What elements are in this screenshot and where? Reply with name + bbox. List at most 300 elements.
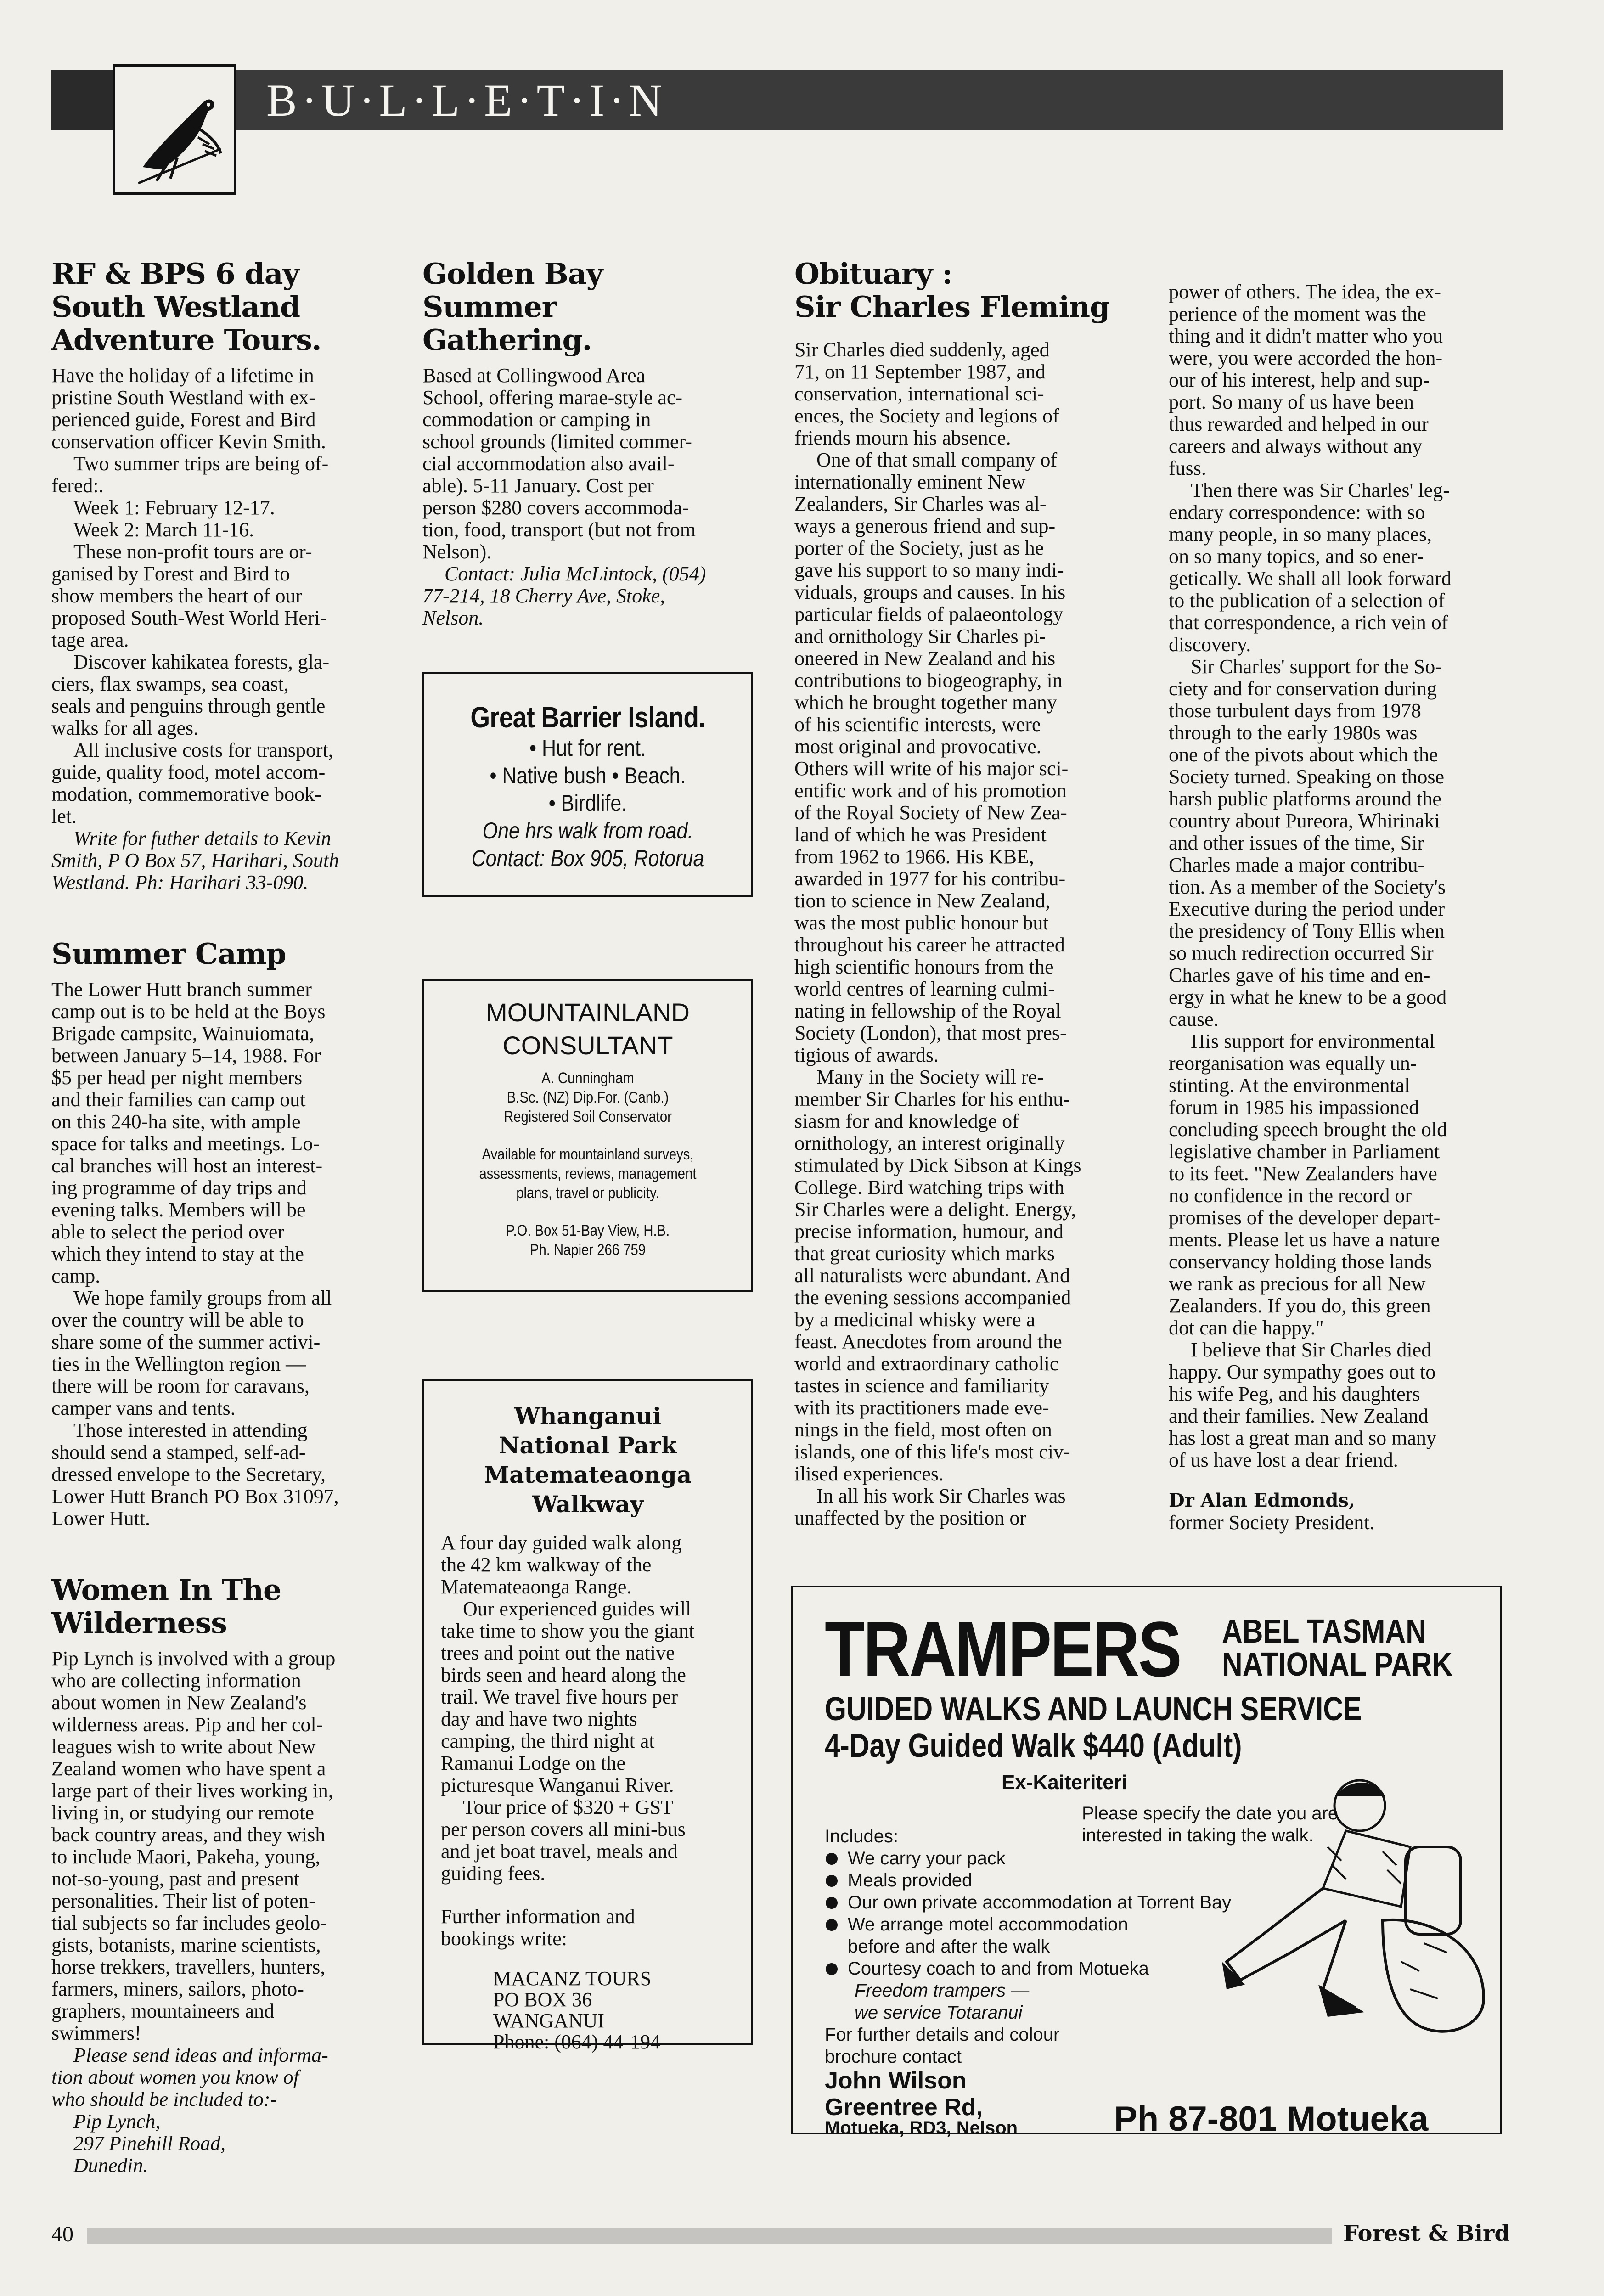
- text-line: Sir Charles' support for the So-: [1191, 655, 1442, 678]
- text-line: thing and it didn't matter who you: [1169, 325, 1443, 347]
- text-line: picturesque Wanganui River.: [441, 1774, 674, 1796]
- text-line: awarded in 1977 for his contribu-: [794, 867, 1066, 890]
- heading-line: Gathering.: [422, 323, 592, 357]
- text-line: to the publication of a selection of: [1169, 589, 1445, 612]
- text-line: Greentree Rd,: [825, 2094, 983, 2121]
- ad-contact-name: [825, 2067, 983, 2121]
- rf-tours-heading: [51, 257, 382, 356]
- text-line: who are collecting information: [51, 1669, 301, 1692]
- text-line: that great curiosity which marks: [794, 1242, 1055, 1265]
- text-line: gave his support to so many indi-: [794, 559, 1064, 581]
- text-line: the presidency of Tony Ellis when: [1169, 920, 1445, 942]
- text-line: who should be included to:-: [51, 2088, 277, 2110]
- footer-rule: [87, 2228, 1332, 2244]
- text-line: conservancy holding those lands: [1169, 1250, 1432, 1273]
- text-line: For further details and colour: [825, 2025, 1060, 2045]
- text-line: day and have two nights: [441, 1708, 637, 1730]
- text-line: large part of their lives working in,: [51, 1779, 333, 1802]
- text-line: perienced guide, Forest and Bird: [51, 408, 316, 431]
- text-line: camping, the third night at: [441, 1730, 655, 1752]
- text-line: graphers, mountaineers and: [51, 2000, 275, 2022]
- text-line: guiding fees.: [441, 1862, 546, 1885]
- text-line: One of that small company of: [816, 449, 1058, 471]
- ad-price: 4-Day Guided Walk $440 (Adult): [825, 1728, 1242, 1764]
- text-line: proposed South-West World Heri-: [51, 607, 327, 629]
- text-line: ences, the Society and legions of: [794, 405, 1059, 427]
- ad-line: plans, travel or publicity.: [516, 1184, 659, 1202]
- text-line: reorganisation was equally un-: [1169, 1052, 1417, 1075]
- text-line: tion to science in New Zealand,: [794, 889, 1051, 912]
- text-line: Further information and: [441, 1905, 635, 1928]
- tramper-illustration-icon: [1208, 1769, 1493, 2090]
- text-line: birds seen and heard along the: [441, 1664, 686, 1686]
- text-line: camp.: [51, 1265, 101, 1287]
- ad-park-line: NATIONAL PARK: [1222, 1646, 1453, 1683]
- text-line: precise information, humour, and: [794, 1220, 1064, 1243]
- text-line: the evening sessions accompanied: [794, 1286, 1071, 1309]
- text-line: we rank as precious for all New: [1169, 1272, 1426, 1295]
- heading-line: Women In The: [51, 1573, 281, 1607]
- text-line: tastes in science and familiarity: [794, 1374, 1049, 1397]
- text-line: unaffected by the position or: [794, 1507, 1027, 1529]
- obituary-body: [794, 339, 1120, 1529]
- text-line: so much redirection occurred Sir: [1169, 942, 1434, 964]
- magazine-name: Forest & Bird: [1343, 2221, 1510, 2246]
- list-item-label: Courtesy coach to and from Motueka: [848, 1958, 1149, 1979]
- ad-title-line: CONSULTANT: [502, 1031, 673, 1060]
- text-line: A four day guided walk along: [441, 1531, 682, 1554]
- text-line: Matemateaonga Range.: [441, 1576, 632, 1598]
- text-line: WANGANUI: [493, 2009, 604, 2032]
- text-line: friends mourn his absence.: [794, 427, 1011, 449]
- text-line: ing programme of day trips and: [51, 1176, 307, 1199]
- golden-bay-heading: [422, 257, 744, 356]
- column-4: [1169, 281, 1499, 1534]
- text-line: tial subjects so far includes geolo-: [51, 1912, 327, 1934]
- obituary-continued: [1169, 281, 1499, 1534]
- ad-title-line: National Park: [498, 1432, 677, 1459]
- text-line: and their families can camp out: [51, 1088, 306, 1111]
- obituary-signature: Dr Alan Edmonds,: [1169, 1490, 1355, 1511]
- text-line: per person covers all mini-bus: [441, 1818, 686, 1840]
- bullet-icon: [826, 1897, 838, 1909]
- text-line: ciety and for conservation during: [1169, 677, 1437, 700]
- text-line: with its practitioners made eve-: [794, 1396, 1049, 1419]
- column-1: [51, 257, 382, 2177]
- text-line: Discover kahikatea forests, gla-: [73, 651, 330, 673]
- text-line: Our experienced guides will: [463, 1598, 692, 1620]
- text-line: entific work and of his promotion: [794, 779, 1067, 802]
- text-line: harsh public platforms around the: [1169, 788, 1441, 810]
- text-line: all naturalists were abundant. And: [794, 1264, 1070, 1287]
- text-line: cial accommodation also avail-: [422, 452, 675, 475]
- text-line: discovery.: [1169, 633, 1251, 656]
- text-line: cal branches will host an interest-: [51, 1154, 323, 1177]
- ad-park-line: ABEL TASMAN: [1222, 1613, 1426, 1650]
- text-line: internationally eminent New: [794, 471, 1026, 493]
- column-3: [794, 257, 1120, 1529]
- ad-line: A. Cunningham: [541, 1069, 634, 1087]
- text-line: bookings write:: [441, 1927, 567, 1950]
- text-line: cause.: [1169, 1008, 1219, 1030]
- text-line: we service Totaranui: [855, 2003, 1023, 2023]
- ad-address: [424, 1968, 751, 2053]
- spacer: [51, 1530, 382, 1573]
- text-line: evening talks. Members will be: [51, 1199, 306, 1221]
- ad-phone: Ph 87-801 Motueka: [1114, 2099, 1429, 2138]
- text-line: tigious of awards.: [794, 1044, 939, 1066]
- text-line: I believe that Sir Charles died: [1191, 1339, 1432, 1361]
- text-line: were, you were accorded the hon-: [1169, 347, 1443, 369]
- text-line: world centres of learning culmi-: [794, 978, 1055, 1000]
- women-body: [51, 1648, 382, 2177]
- text-line: tion about women you know of: [51, 2066, 299, 2088]
- text-line: Those interested in attending: [73, 1419, 308, 1441]
- text-line: those turbulent days from 1978: [1169, 699, 1421, 722]
- list-item: [825, 1847, 1231, 1869]
- heading-line: Sir Charles Fleming: [794, 290, 1110, 324]
- text-line: Dunedin.: [73, 2154, 148, 2177]
- text-line: there will be room for caravans,: [51, 1375, 310, 1397]
- text-line: show members the heart of our: [51, 585, 303, 607]
- text-line: land of which he was President: [794, 823, 1047, 846]
- text-line: from 1962 to 1966. His KBE,: [794, 845, 1034, 868]
- text-line: of us have lost a dear friend.: [1169, 1449, 1398, 1471]
- text-line: able). 5-11 January. Cost per: [422, 474, 654, 497]
- text-line: siasm for and knowledge of: [794, 1110, 1019, 1132]
- text-line: brochure contact: [825, 2047, 962, 2067]
- ad-body: [424, 1532, 751, 1950]
- text-line: gists, botanists, marine scientists,: [51, 1934, 321, 1956]
- trampers-abel-tasman-ad: [791, 1586, 1502, 2138]
- list-item-label: before and after the walk: [848, 1936, 1050, 1957]
- text-line: Society (London), that most pres-: [794, 1022, 1067, 1044]
- ad-line: Ph. Napier 266 759: [530, 1241, 646, 1259]
- text-line: fered:.: [51, 474, 104, 497]
- text-line: port. So many of us have been: [1169, 391, 1414, 413]
- text-line: Contact: Julia McLintock, (054): [445, 563, 706, 585]
- obituary-heading: [794, 257, 1120, 323]
- list-item-label: Meals provided: [848, 1870, 973, 1891]
- text-line: $5 per head per night members: [51, 1066, 303, 1089]
- ad-includes-label: Includes:: [825, 1826, 899, 1846]
- text-line: Smith, P O Box 57, Harihari, South: [51, 849, 339, 872]
- ad-line: assessments, reviews, management: [479, 1165, 697, 1182]
- ad-line: • Native bush • Beach.: [490, 763, 686, 788]
- text-line: Please send ideas and informa-: [73, 2044, 328, 2066]
- list-item-continuation: [825, 1936, 1231, 1958]
- text-line: contributions to biogeography, in: [794, 669, 1063, 692]
- ad-subtitle: GUIDED WALKS AND LAUNCH SERVICE: [825, 1691, 1362, 1728]
- women-heading: [51, 1573, 382, 1639]
- ad-further-details: [825, 2024, 1059, 2068]
- text-line: careers and always without any: [1169, 435, 1423, 457]
- list-item: [825, 1958, 1231, 1980]
- heading-line: RF & BPS 6 day: [51, 257, 299, 291]
- ad-line: Registered Soil Conservator: [504, 1108, 672, 1125]
- text-line: through to the early 1980s was: [1169, 721, 1418, 744]
- list-item: [825, 1913, 1231, 1936]
- ad-departure: Ex-Kaiteriteri: [1002, 1771, 1127, 1794]
- text-line: pristine South Westland with ex-: [51, 386, 315, 409]
- text-line: In all his work Sir Charles was: [816, 1485, 1066, 1507]
- bird-icon: [124, 75, 225, 186]
- text-line: particular fields of palaeontology: [794, 603, 1064, 625]
- text-line: conservation officer Kevin Smith.: [51, 430, 326, 453]
- bullet-icon: [826, 1963, 838, 1975]
- text-line: world and extraordinary catholic: [794, 1352, 1059, 1375]
- bullet-icon: [826, 1919, 838, 1931]
- text-line: ornithology, an interest originally: [794, 1132, 1065, 1154]
- text-line: nings in the field, most often on: [794, 1418, 1052, 1441]
- summer-camp-body: [51, 979, 382, 1530]
- text-line: Tour price of $320 + GST: [463, 1796, 673, 1818]
- text-line: swimmers!: [51, 2022, 141, 2044]
- text-line: and jet boat travel, meals and: [441, 1840, 678, 1863]
- text-line: on so many topics, and so ener-: [1169, 545, 1424, 568]
- ad-line: • Birdlife.: [548, 790, 627, 816]
- text-line: school grounds (limited commer-: [422, 430, 692, 453]
- ad-title: TRAMPERS: [825, 1606, 1181, 1693]
- text-line: camp out is to be held at the Boys: [51, 1000, 326, 1023]
- text-line: PO BOX 36: [493, 1988, 592, 2011]
- text-line: space for talks and meetings. Lo-: [51, 1132, 320, 1155]
- ad-contact: Contact: Box 905, Rotorua: [471, 845, 704, 871]
- text-line: John Wilson: [825, 2067, 967, 2094]
- text-line: walks for all ages.: [51, 717, 199, 739]
- text-line: able to select the period over: [51, 1221, 285, 1243]
- text-line: Nelson).: [422, 540, 492, 563]
- text-line: by a medicinal whisky were a: [794, 1308, 1036, 1331]
- text-line: islands, one of this life's most civ-: [794, 1441, 1070, 1463]
- text-line: promises of the developer depart-: [1169, 1206, 1441, 1229]
- text-line: conservation, international sci-: [794, 383, 1044, 405]
- summer-camp-heading: Summer Camp: [51, 937, 286, 971]
- text-line: Charles gave of his time and en-: [1169, 964, 1430, 986]
- text-line: many people, in so many places,: [1169, 523, 1432, 546]
- mountainland-consultant-ad: [422, 979, 753, 1292]
- text-line: fuss.: [1169, 457, 1206, 479]
- text-line: Ramanui Lodge on the: [441, 1752, 626, 1774]
- text-line: ganised by Forest and Bird to: [51, 563, 290, 585]
- text-line: trail. We travel five hours per: [441, 1686, 678, 1708]
- text-line: ments. Please let us have a nature: [1169, 1228, 1440, 1251]
- text-line: oneered in New Zealand and his: [794, 647, 1056, 670]
- list-item: [825, 1891, 1231, 1913]
- text-line: Sir Charles were a delight. Energy,: [794, 1198, 1076, 1221]
- text-line: His support for environmental: [1191, 1030, 1435, 1052]
- text-line: commodation or camping in: [422, 408, 651, 431]
- text-line: feast. Anecdotes from around the: [794, 1330, 1062, 1353]
- ad-title-line: MOUNTAINLAND: [486, 998, 690, 1027]
- heading-line: Wilderness: [51, 1606, 227, 1640]
- text-line: Others will write of his major sci-: [794, 757, 1069, 780]
- heading-line: South Westland: [51, 290, 300, 324]
- text-line: Pip Lynch is involved with a group: [51, 1647, 336, 1670]
- text-line: ciers, flax swamps, sea coast,: [51, 673, 289, 695]
- text-line: 297 Pinehill Road,: [73, 2132, 226, 2155]
- text-line: guide, quality food, motel accom-: [51, 761, 326, 783]
- text-line: leagues wish to write about New: [51, 1735, 316, 1758]
- text-line: his wife Peg, and his daughters: [1169, 1383, 1420, 1405]
- text-line: stimulated by Dick Sibson at Kings: [794, 1154, 1081, 1176]
- text-line: Week 1: February 12-17.: [73, 496, 275, 519]
- text-line: legislative chamber in Parliament: [1169, 1140, 1440, 1163]
- text-line: Westland. Ph: Harihari 33-090.: [51, 871, 309, 894]
- text-line: one of the pivots about which the: [1169, 743, 1438, 766]
- text-line: Zealanders, Sir Charles was al-: [794, 493, 1047, 515]
- text-line: of the Royal Society of New Zea-: [794, 801, 1067, 824]
- text-line: Sir Charles died suddenly, aged: [794, 338, 1050, 361]
- text-line: 71, on 11 September 1987, and: [794, 360, 1046, 383]
- text-line: member Sir Charles for his enthu-: [794, 1088, 1070, 1110]
- ad-note: Please specify the date you are interested in taking the walk.: [1082, 1803, 1339, 1846]
- text-line: getically. We shall all look forward: [1169, 567, 1452, 590]
- text-line: which they intend to stay at the: [51, 1243, 304, 1265]
- text-line: Lower Hutt.: [51, 1507, 151, 1530]
- list-item-label: We arrange motel accommodation: [848, 1914, 1128, 1935]
- text-line: throughout his career he attracted: [794, 934, 1065, 956]
- text-line: was the most public honour but: [794, 912, 1049, 934]
- masthead-title: B·U·L·L·E·T·I·N: [266, 75, 667, 126]
- text-line: Phone: (064) 44-194: [493, 2031, 661, 2053]
- text-line: endary correspondence: with so: [1169, 501, 1425, 523]
- text-line: wilderness areas. Pip and her col-: [51, 1713, 323, 1736]
- text-line: farmers, miners, sailors, photo-: [51, 1978, 304, 2000]
- ad-line: B.Sc. (NZ) Dip.For. (Canb.): [507, 1089, 669, 1106]
- text-line: tage area.: [51, 629, 129, 651]
- spacer: [51, 894, 382, 937]
- text-line: Zealand women who have spent a: [51, 1757, 326, 1780]
- rf-tours-intro: [51, 365, 382, 894]
- text-line: Then there was Sir Charles' leg-: [1191, 479, 1450, 501]
- great-barrier-island-ad: [422, 672, 753, 897]
- text-line: dressed envelope to the Secretary,: [51, 1463, 326, 1486]
- text-line: Week 2: March 11-16.: [73, 518, 254, 541]
- text-line: between January 5–14, 1988. For: [51, 1044, 321, 1067]
- ad-title-line: Walkway: [532, 1491, 644, 1518]
- text-line: dot can die happy.": [1169, 1317, 1324, 1339]
- text-line: Write for futher details to Kevin: [73, 827, 331, 850]
- golden-bay-body: [422, 365, 744, 629]
- text-line: power of others. The idea, the ex-: [1169, 281, 1441, 303]
- tui-bird-logo: [113, 64, 236, 195]
- text-line: country about Pureora, Whirinaki: [1169, 810, 1440, 832]
- text-line: Based at Collingwood Area: [422, 364, 646, 387]
- text-line: forum in 1985 his impassioned: [1169, 1096, 1419, 1119]
- text-line: and their families. New Zealand: [1169, 1405, 1429, 1427]
- ad-title-line: Whanganui: [514, 1402, 662, 1429]
- text-line: over the country will be able to: [51, 1309, 304, 1331]
- text-line: no confidence in the record or: [1169, 1184, 1412, 1207]
- text-line: about women in New Zealand's: [51, 1691, 307, 1714]
- text-line: Have the holiday of a lifetime in: [51, 364, 314, 387]
- text-line: seals and penguins through gentle: [51, 695, 326, 717]
- bullet-icon: [826, 1853, 838, 1865]
- text-line: Executive during the period under: [1169, 898, 1445, 920]
- text-line: let.: [51, 805, 77, 827]
- ad-line: • Hut for rent.: [529, 735, 647, 761]
- text-line: Brigade campsite, Wainuiomata,: [51, 1022, 315, 1045]
- text-line: tion, food, transport (but not from: [422, 518, 696, 541]
- text-line: of his scientific interests, were: [794, 713, 1041, 736]
- text-line: personalities. Their list of poten-: [51, 1890, 315, 1912]
- text-line: and other issues of the time, Sir: [1169, 832, 1424, 854]
- text-line: thus rewarded and helped in our: [1169, 413, 1429, 435]
- text-line: and ornithology Sir Charles pi-: [794, 625, 1046, 647]
- page-number: 40: [51, 2222, 73, 2246]
- ad-title: [424, 996, 751, 1062]
- text-line: ilised experiences.: [794, 1463, 944, 1485]
- text-line: should send a stamped, self-ad-: [51, 1441, 306, 1463]
- ad-line: One hrs walk from road.: [482, 818, 693, 844]
- text-line: Two summer trips are being of-: [73, 452, 329, 475]
- ad-park-name: [1222, 1615, 1452, 1681]
- text-line: happy. Our sympathy goes out to: [1169, 1361, 1436, 1383]
- text-line: horse trekkers, travellers, hunters,: [51, 1956, 326, 1978]
- list-item-label: Our own private accommodation at Torrent Bay: [848, 1892, 1232, 1913]
- text-line: on this 240-ha site, with ample: [51, 1110, 301, 1133]
- list-item: [825, 1869, 1231, 1891]
- whanganui-walkway-ad: [422, 1379, 753, 2053]
- text-line: Many in the Society will re-: [816, 1066, 1044, 1088]
- text-line: MACANZ TOURS: [493, 1967, 652, 1990]
- list-item-label: We carry your pack: [848, 1848, 1006, 1868]
- bullet-icon: [826, 1875, 838, 1887]
- text-line: ergy in what he knew to be a good: [1169, 986, 1447, 1008]
- ad-line: Available for mountainland surveys,: [482, 1146, 694, 1163]
- text-line: Pip Lynch,: [73, 2110, 161, 2133]
- text-line: School, offering marae-style ac-: [422, 386, 683, 409]
- text-line: We hope family groups from all: [73, 1287, 332, 1309]
- text-line: that correspondence, a rich vein of: [1169, 611, 1448, 634]
- text-line: which he brought together many: [794, 691, 1057, 714]
- ad-title: [424, 1401, 751, 1519]
- obituary-signature-title: former Society President.: [1169, 1511, 1375, 1534]
- text-line: trees and point out the native: [441, 1642, 675, 1664]
- text-line: Nelson.: [422, 607, 484, 629]
- text-line: These non-profit tours are or-: [73, 540, 312, 563]
- text-line: not-so-young, past and present: [51, 1868, 300, 1890]
- text-line: The Lower Hutt branch summer: [51, 978, 312, 1001]
- text-line: Charles made a major contribu-: [1169, 854, 1425, 876]
- text-line: living in, or studying our remote: [51, 1801, 314, 1824]
- text-line: ties in the Wellington region —: [51, 1353, 306, 1375]
- ad-freedom-note: [855, 1980, 1029, 2024]
- text-line: Zealanders. If you do, this green: [1169, 1294, 1431, 1317]
- text-line: nating in fellowship of the Royal: [794, 1000, 1061, 1022]
- text-line: modation, commemorative book-: [51, 783, 321, 805]
- text-line: concluding speech brought the old: [1169, 1118, 1447, 1141]
- text-line: to its feet. "New Zealanders have: [1169, 1162, 1437, 1185]
- text-line: person $280 covers accommoda-: [422, 496, 689, 519]
- text-line: the 42 km walkway of the: [441, 1553, 652, 1576]
- text-line: back country areas, and they wish: [51, 1823, 326, 1846]
- text-line: 77-214, 18 Cherry Ave, Stoke,: [422, 585, 665, 607]
- ad-line: P.O. Box 51-Bay View, H.B.: [506, 1222, 670, 1239]
- heading-line: Golden Bay Summer: [422, 257, 603, 324]
- text-line: camper vans and tents.: [51, 1397, 236, 1419]
- text-line: porter of the Society, just as he: [794, 537, 1044, 559]
- text-line: our of his interest, help and sup-: [1169, 369, 1430, 391]
- text-line: Society turned. Speaking on those: [1169, 765, 1445, 788]
- text-line: viduals, groups and causes. In his: [794, 581, 1066, 603]
- text-line: College. Bird watching trips with: [794, 1176, 1064, 1199]
- heading-line: Obituary :: [794, 257, 952, 291]
- column-2: [422, 257, 744, 629]
- text-line: to include Maori, Pakeha, young,: [51, 1846, 321, 1868]
- text-line: Freedom trampers —: [855, 1981, 1030, 2001]
